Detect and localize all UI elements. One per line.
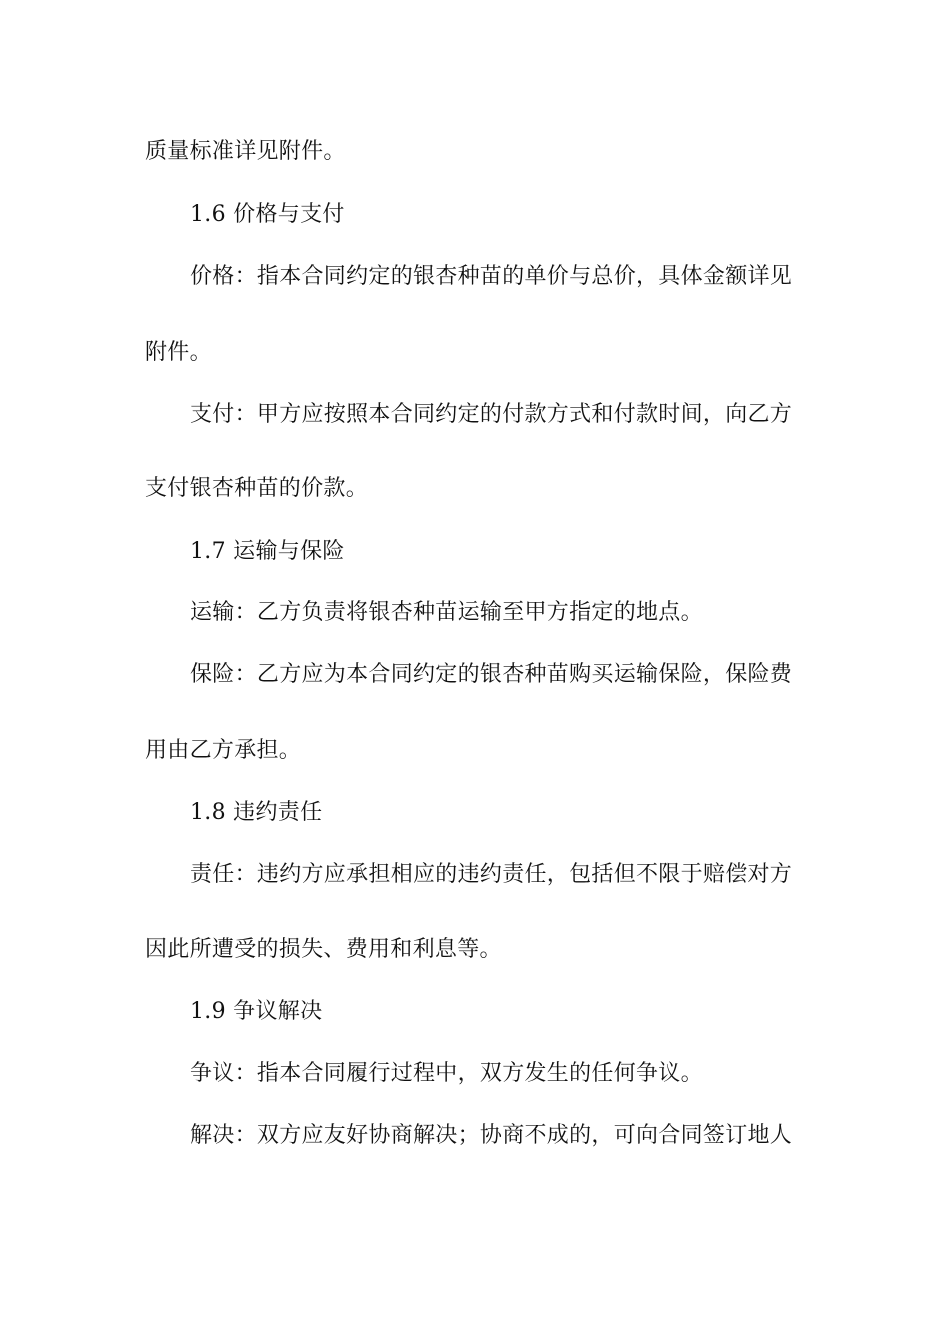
paragraph-liability-continued: 因此所遭受的损失、费用和利息等。 [145, 937, 502, 962]
section-heading-1-7: 1.7 运输与保险 [190, 539, 345, 564]
paragraph-insurance: 保险：乙方应为本合同约定的银杏种苗购买运输保险，保险费 [190, 662, 793, 687]
paragraph-payment-continued: 支付银杏种苗的价款。 [145, 476, 369, 501]
paragraph-price-continued: 附件。 [145, 340, 212, 365]
paragraph-liability: 责任：违约方应承担相应的违约责任，包括但不限于赔偿对方 [190, 862, 793, 887]
paragraph-quality-standard-continued: 质量标准详见附件。 [145, 139, 346, 164]
section-heading-1-6: 1.6 价格与支付 [190, 202, 345, 227]
paragraph-transport: 运输：乙方负责将银杏种苗运输至甲方指定的地点。 [190, 600, 703, 625]
paragraph-insurance-continued: 用由乙方承担。 [145, 738, 302, 763]
paragraph-price: 价格：指本合同约定的银杏种苗的单价与总价，具体金额详见 [190, 264, 793, 289]
paragraph-dispute: 争议：指本合同履行过程中，双方发生的任何争议。 [190, 1061, 703, 1086]
section-heading-1-9: 1.9 争议解决 [190, 999, 323, 1024]
section-heading-1-8: 1.8 违约责任 [190, 800, 323, 825]
paragraph-resolution: 解决：双方应友好协商解决；协商不成的，可向合同签订地人 [190, 1123, 793, 1148]
paragraph-payment: 支付：甲方应按照本合同约定的付款方式和付款时间，向乙方 [190, 402, 793, 427]
